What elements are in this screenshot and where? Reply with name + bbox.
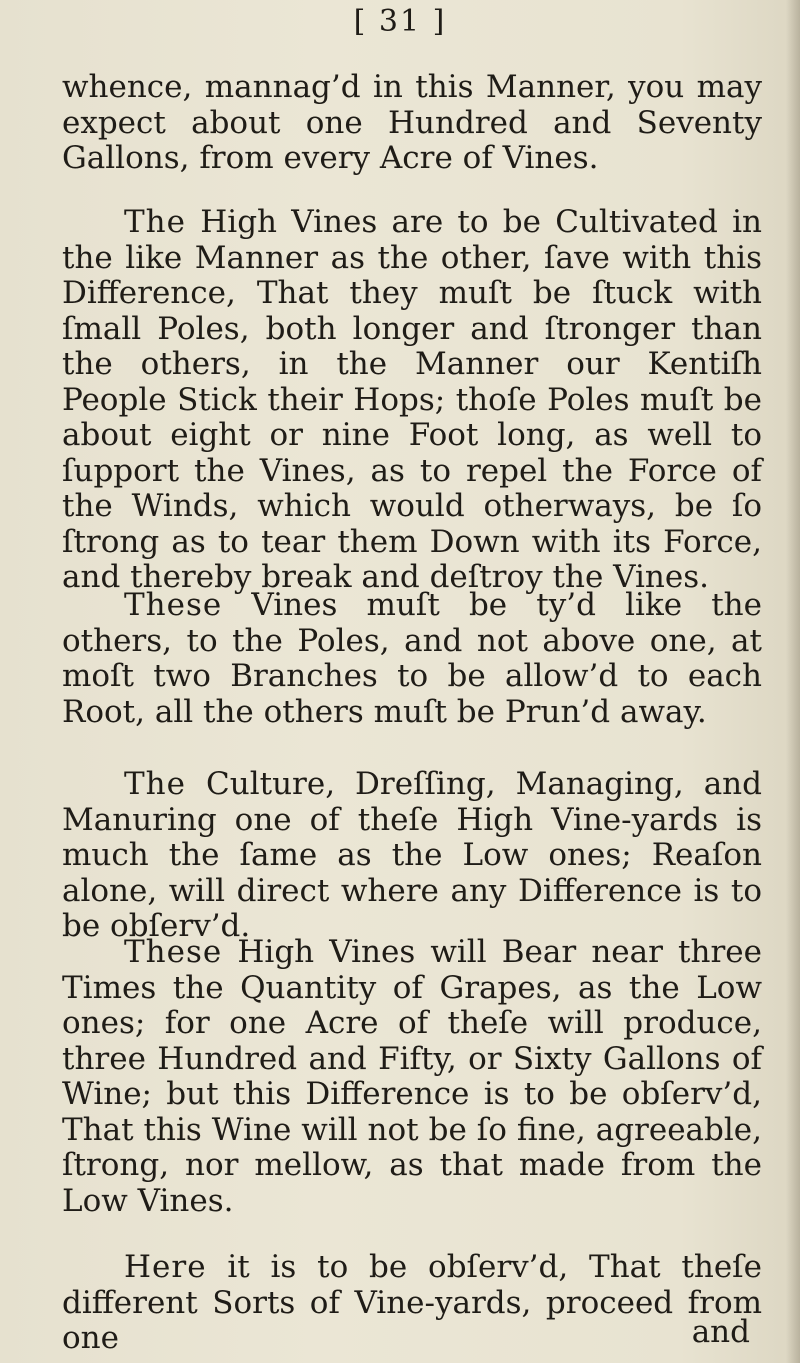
paragraph-high-vines-cultivation	[62, 205, 762, 596]
paragraph-body	[62, 1250, 762, 1357]
paragraph-sorts	[62, 1250, 762, 1357]
paragraph-text: High Vines are to be Cultivated in the like Manner as the other, ſave with this Difference, That they muſt be ſtuck with ſmall Poles, both longer and ſtronger than the others, in the Manner our Kentiſh People Stick their Hops; thoſe Poles muſt be about eight or nine Foot long, as well to ſupport the Vines, as to repel the Force of the Winds, which would otherways, be ſo ſtrong as to tear them Down with its Force, and thereby break and deſtroy the Vines.	[62, 204, 762, 595]
paragraph-lead: These	[124, 587, 223, 623]
paragraph-text: Culture, Dreſſing, Managing, and Manuring one of theſe High Vine-yards is much the ſame as the Low ones; Reaſon alone, will direct where any Difference is to be obſerv’d.	[62, 766, 762, 944]
paragraph-body	[62, 205, 762, 596]
paragraph-lead: Here	[124, 1249, 207, 1285]
paragraph-continuation	[62, 70, 762, 177]
paragraph-lead: The	[124, 204, 186, 240]
paragraph-body	[62, 935, 762, 1219]
paragraph-text: Vines muſt be ty’d like the others, to the Poles, and not above one, at moſt two Branches to be allow’d to each Root, all the others muſt be Prun’d away.	[62, 587, 762, 730]
paragraph-tying-vines	[62, 588, 762, 730]
catchword: and	[691, 1314, 750, 1350]
page-number: [ 31 ]	[353, 4, 447, 39]
paragraph-body	[62, 588, 762, 730]
paragraph-text: whence, mannag’d in this Manner, you may expect about one Hundred and Seventy Gallons, from every Acre of Vines.	[62, 69, 762, 176]
paragraph-body	[62, 767, 762, 945]
paragraph-yield	[62, 935, 762, 1219]
paragraph-lead: The	[124, 766, 186, 802]
paragraph-lead: These	[124, 934, 223, 970]
paragraph-text: High Vines will Bear near three Times the Quantity of Grapes, as the Low ones; for one Acre of theſe will produce, three Hundred and Fifty, or Sixty Gallons of Wine; but this Difference is to be obſerv’d, That this Wine will not be ſo fine, agreeable, ſtrong, nor mellow, as that made from the Low Vines.	[62, 934, 762, 1219]
paragraph-text: it is to be obſerv’d, That theſe different Sorts of Vine-yards, proceed from one	[62, 1249, 762, 1356]
page-edge-shadow	[786, 0, 800, 1363]
paragraph-culture	[62, 767, 762, 945]
